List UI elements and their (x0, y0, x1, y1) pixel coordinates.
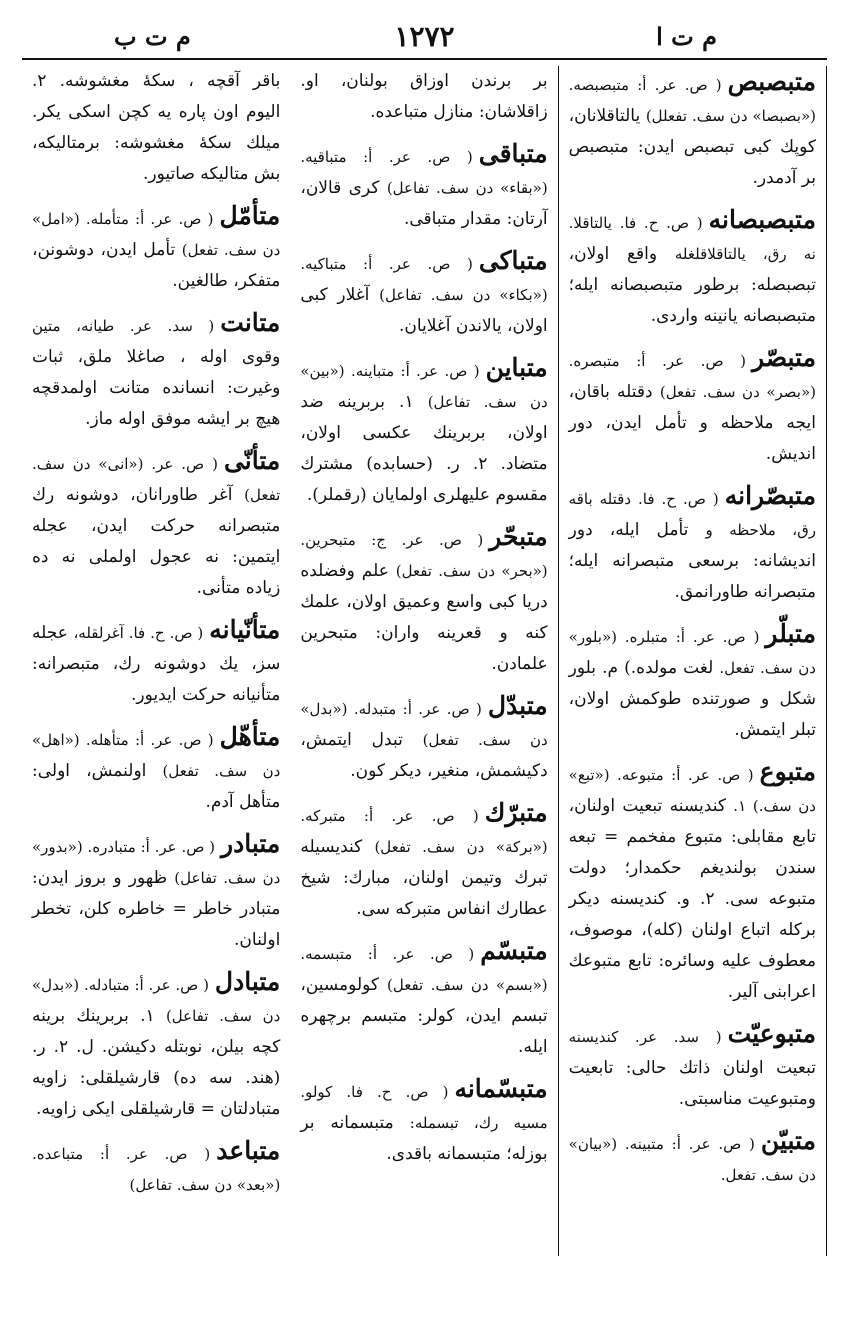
entry-grammar: ( سد. عر. کندیسنه (568, 1028, 722, 1046)
entry-headword: متبوع (759, 757, 816, 786)
entry-definition: متبسمانه بر بوزله؛ متبسمانه باقدی. (300, 1113, 548, 1164)
entry-grammar: ( ص. عر. أ: متبوعه. («تبع» دن سف.) ۱. (568, 766, 816, 815)
text-columns (22, 66, 827, 1256)
dictionary-entry (32, 200, 280, 297)
entry-definition: عجله سز، یك دوشونه رك، متبصرانه: متأنیانه حرکت ایدیور. (32, 623, 281, 705)
header-left-guide: م ت ب (114, 22, 191, 51)
entry-definition: ۱. بربرینك برینه کچه بیلن، نوبتله دکیشن. ل. ۲. ر. (هند. سه ده) قارشیلقلی: زاویه متبادلتان = قارشیلقلی ایکی زاویه. (32, 1006, 281, 1119)
dictionary-entry (300, 245, 547, 342)
entry-definition: وقوی اوله ، صاغلا ملق، ثبات وغیرت: انسانده متانت اولمدقچه هیچ بر ایشه موفق اوله ماز. (32, 347, 281, 429)
entry-grammar: ( ص. ح. فا. آغرلقله، (73, 624, 204, 642)
dictionary-entry (32, 966, 280, 1125)
entry-grammar: ( ص. ح. فا. کولو. مسیه رك، تبسمله: (300, 1083, 548, 1132)
entry-headword: متانت (220, 308, 281, 337)
dictionary-entry (300, 138, 547, 235)
entry-definition: لغت مولده.) م. بلور شکل و صورتنده طوکمش اولان، تبلر ایتمش. (568, 658, 816, 740)
entry-definition: یالتاقلانان، کوپك کبی تبصبص ایدن: متبصبص بر آدمدر. (568, 106, 816, 188)
dictionary-entry (569, 480, 816, 608)
entry-headword: متباقی (478, 139, 548, 168)
entry-definition: واقع اولان، تبصبصله: برطور متبصبصانه ایله؛ متبصبصانه یانینه واردی. (568, 244, 816, 326)
entry-headword: متبادل (214, 967, 281, 996)
entry-grammar: ( ص. عر. («انی» دن سف. تفعل) (32, 455, 281, 504)
dictionary-entry (569, 204, 816, 332)
left-column (559, 66, 827, 1256)
entry-definition: تأمل ایدن، دوشونن، متفکر، طالغین. (32, 240, 281, 291)
middle-column (290, 66, 558, 1256)
page-number: ۱۲۷۲ (394, 20, 455, 53)
entry-headword: متبدّل (487, 691, 548, 720)
entry-headword: متبصّر (752, 343, 816, 372)
entry-headword: متبادر (221, 829, 281, 858)
entry-headword: متبیّن (760, 1126, 816, 1155)
dictionary-entry (569, 66, 816, 194)
right-column (22, 66, 290, 1256)
header-right-guide: م ت ا (656, 22, 717, 51)
entry-grammar: ( ص. عر. أ: متبصبصه. («بصبصا» دن سف. تفعلل) (568, 76, 816, 125)
entry-definition: کندیسنه تبعیت اولنان، تابع مقابلی: متبوع مفخمم = تبعه سندن بولندیغم حکمدار؛ دولت متبوعه سی. ۲. و. کندیسنه دیکر برکله اتباع اولنان (کله)، موصوف، معطوف علیه وسائره: تابع متبوعك اعرابنی آلیر. (568, 796, 816, 1002)
dictionary-entry (32, 1135, 280, 1201)
page-header (22, 18, 827, 60)
entry-headword: متباعد (216, 1136, 281, 1165)
dictionary-entry (300, 690, 547, 787)
entry-headword: متبلّر (765, 619, 816, 648)
entry-headword: متبسّم (480, 936, 548, 965)
entry-grammar: ( ص. عر. ج: متبحرین. («بحر» دن سف. تفعل) (300, 531, 548, 580)
entry-grammar: ( ص. عر. أ: متباقیه. («بقاء» دن سف. تفاعل) (300, 148, 548, 197)
entry-definition: ۱. بربرینه ضد اولان، بربرینك عکسی اولان، متضاد. ۲. ر. (حسابده) مشترك مقسوم علیهلری اولمایان (رقملر). (300, 392, 548, 505)
entry-definition: تأمل ایله، دور اندیشانه: برسعی متبصرانه ایله؛ متبصرانه طاورانمق. (568, 520, 816, 602)
entry-headword: متبصّرانه (724, 481, 816, 510)
entry-definition: کندیسیله تبرك وتیمن اولنان، مبارك: شیخ عطارك انفاس متبرکه سی. (300, 837, 548, 919)
dictionary-entry (300, 66, 547, 128)
entry-grammar: ( ص. عر. أ: متبلره. («بلور» دن سف. تفعل. (568, 628, 816, 677)
entry-definition: کولومسین، تبسم ایدن، کولر: متبسم برچهره ایله. (300, 975, 548, 1057)
dictionary-entry (300, 935, 547, 1063)
entry-grammar: ( ص. عر. أ: متأمله. («امل» دن سف. تفعل) (32, 210, 281, 259)
entry-grammar: ( ص. عر. أ: متبرکه. («برکة» دن سف. تفعل) (300, 807, 548, 856)
entry-grammar: ( سد. عر. طیانه، متین (32, 317, 215, 335)
dictionary-entry (32, 721, 280, 818)
entry-definition: اولنمش، اولی: متأهل آدم. (32, 761, 281, 812)
entry-headword: متبسّمانه (454, 1074, 548, 1103)
entry-grammar: ( ص. عر. أ: متباعده. («بعد» دن سف. تفاعل) (32, 1145, 281, 1194)
entry-definition: ظهور و بروز ایدن: متبادر خاطر = خاطره کلن، تخطر اولنان. (32, 868, 281, 950)
entry-headword: متباین (485, 353, 548, 382)
entry-definition: آغر طاورانان، دوشونه رك متبصرانه حرکت ایدن، عجله ایتمین: نه عجول اولملی نه ده زیاده متأنی. (32, 485, 281, 598)
entry-definition: علم وفضلده دریا کبی واسع وعمیق اولان، علمك کنه و قعرینه واران: متبحرین علمادن. (300, 561, 548, 674)
entry-headword: متبصبصانه (708, 205, 816, 234)
dictionary-entry (300, 1073, 547, 1170)
entry-headword: متباکی (478, 246, 548, 275)
entry-grammar: ( ص. عر. أ: متبادره. («بدور» دن سف. تفاعل) (32, 838, 281, 887)
entry-grammar: ( ص. عر. أ: متباکیه. («بکاء» دن سف. تفاعل) (300, 255, 548, 304)
entry-headword: متبوعیّت (727, 1019, 816, 1048)
entry-headword: متأمّل (219, 201, 281, 230)
dictionary-entry (300, 352, 547, 511)
dictionary-entry (300, 797, 547, 925)
dictionary-entry (300, 521, 547, 680)
entry-grammar: ( ص. عر. أ: متبصره. («بصر» دن سف. تفعل) (568, 352, 816, 401)
dictionary-entry (569, 1125, 816, 1191)
entry-headword: متبصبص (727, 67, 816, 96)
dictionary-entry (32, 828, 280, 956)
entry-headword: متبحّر (489, 522, 548, 551)
entry-grammar: ( ص. عر. أ: متبادله. («بدل» دن سف. تفاعل) (32, 976, 281, 1025)
entry-definition: بر برندن اوزاق بولنان، او. زاقلاشان: منازل متباعده. (300, 71, 548, 122)
entry-headword: متأهّل (219, 722, 281, 751)
entry-headword: متأنّیانه (209, 615, 281, 644)
entry-grammar: ( ص. عر. أ: متباینه. («بین» دن سف. تفاعل) (300, 362, 548, 411)
dictionary-entry (569, 1018, 816, 1115)
entry-definition: آغلار کبی اولان، یالاندن آغلایان. (300, 285, 548, 336)
entry-definition: دقتله باقان، ایجه ملاحظه و تأمل ایدن، دور اندیش. (568, 382, 816, 464)
dictionary-entry (569, 756, 816, 1008)
dictionary-entry (32, 614, 280, 711)
dictionary-entry (32, 307, 280, 435)
entry-headword: متأنّی (223, 446, 281, 475)
dictionary-entry (32, 445, 280, 604)
entry-grammar: ( ص. ح. فا. دقتله باقه رق، ملاحظه و (568, 490, 816, 539)
dictionary-entry (569, 342, 816, 470)
entry-definition: کری قالان، آرتان: مقدار متباقی. (300, 178, 548, 229)
entry-headword: متبرّك (484, 798, 548, 827)
dictionary-entry (32, 66, 280, 190)
entry-definition: تبعیت اولنان ذاتك حالی: تابعیت ومتبوعیت مناسبتی. (568, 1058, 816, 1109)
entry-grammar: ( ص. عر. أ: متبینه. («بیان» دن سف. تفعل. (568, 1135, 816, 1184)
entry-grammar: ( ص. عر. أ: متبدله. («بدل» دن سف. تفعل) (300, 700, 548, 749)
entry-grammar: ( ص. ح. فا. یالتاقلا. نه رق، یالتاقلاقلغله (568, 214, 816, 263)
entry-definition: باقر آقچه ، سکهٔ مغشوشه. ۲. الیوم اون پاره یه کچن اسکی یکر. میلك سکهٔ مغشوشه: برمتالیکه، بش متالیکه صاتیور. (32, 71, 281, 184)
entry-grammar: ( ص. عر. أ: متأهله. («اهل» دن سف. تفعل) (32, 731, 281, 780)
entry-grammar: ( ص. عر. أ: متبسمه. («بسم» دن سف. تفعل) (300, 945, 548, 994)
dictionary-entry (569, 618, 816, 746)
entry-definition: تبدل ایتمش، دکیشمش، منغیر، دیکر کون. (300, 730, 548, 781)
header-rule (22, 58, 827, 60)
